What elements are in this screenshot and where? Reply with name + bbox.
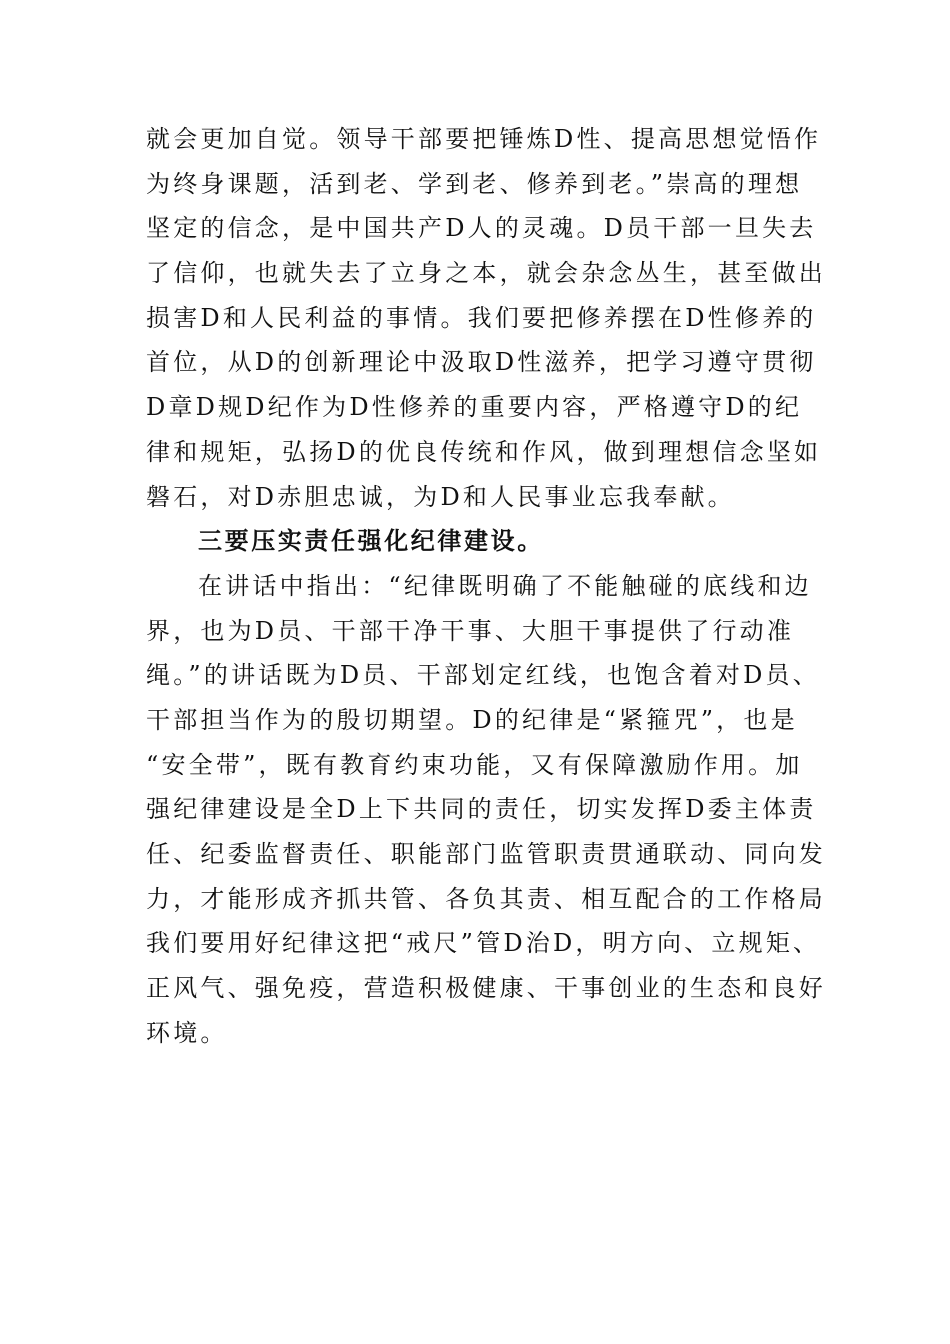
- paragraph-line: 环境。: [146, 1018, 228, 1047]
- paragraph-line: 我们要用好纪律这把“戒尺”管D治D，明方向、立规矩、: [146, 929, 821, 958]
- paragraph-line: 首位，从D的创新理论中汲取D性滋养，把学习遵守贯彻: [146, 348, 817, 377]
- document-body: [146, 117, 836, 1055]
- paragraph-line: 任、纪委监督责任、职能部门监管职责贯通联动、同向发: [146, 840, 826, 868]
- paragraph-line: 坚定的信念，是中国共产D人的灵魂。D员干部一旦失去: [146, 214, 817, 243]
- paragraph-line: 律和规矩，弘扬D的优良传统和作风，做到理想信念坚如: [146, 437, 822, 466]
- paragraph-line: 损害D和人民利益的事情。我们要把修养摆在D性修养的: [146, 303, 817, 332]
- paragraph-line: 在讲话中指出：“纪律既明确了不能触碰的底线和边: [198, 571, 812, 600]
- paragraph-line: 为终身课题，活到老、学到老、修养到老。”崇高的理想: [146, 169, 803, 198]
- paragraph-line: 正风气、强免疫，营造积极健康、干事创业的生态和良好: [146, 974, 826, 1003]
- paragraph-line: 磐石，对D赤胆忠诚，为D和人民事业忘我奉献。: [146, 482, 735, 511]
- paragraph-line: 了信仰，也就失去了立身之本，就会杂念丛生，甚至做出: [146, 259, 826, 288]
- paragraph-line: 界，也为D员、干部干净干事、大胆干事提供了行动准: [146, 616, 795, 645]
- paragraph-line: “安全带”，既有教育约束功能，又有保障激励作用。加: [146, 750, 803, 779]
- paragraph-line: 力，才能形成齐抓共管、各负其责、相互配合的工作格局: [146, 884, 826, 913]
- paragraph-line: D章D规D纪作为D性修养的重要内容，严格遵守D的纪: [146, 393, 803, 422]
- section-heading: 三要压实责任强化纪律建设。: [198, 526, 544, 556]
- paragraph-line: 强纪律建设是全D上下共同的责任，切实发挥D委主体责: [146, 795, 817, 824]
- paragraph-line: 干部担当作为的殷切期望。D的纪律是“紧箍咒”，也是: [146, 705, 798, 734]
- paragraph-line: 绳。”的讲话既为D员、干部划定红线，也饱含着对D员、: [146, 661, 820, 690]
- paragraph-line: 就会更加自觉。领导干部要把锤炼D性、提高思想觉悟作: [146, 125, 822, 153]
